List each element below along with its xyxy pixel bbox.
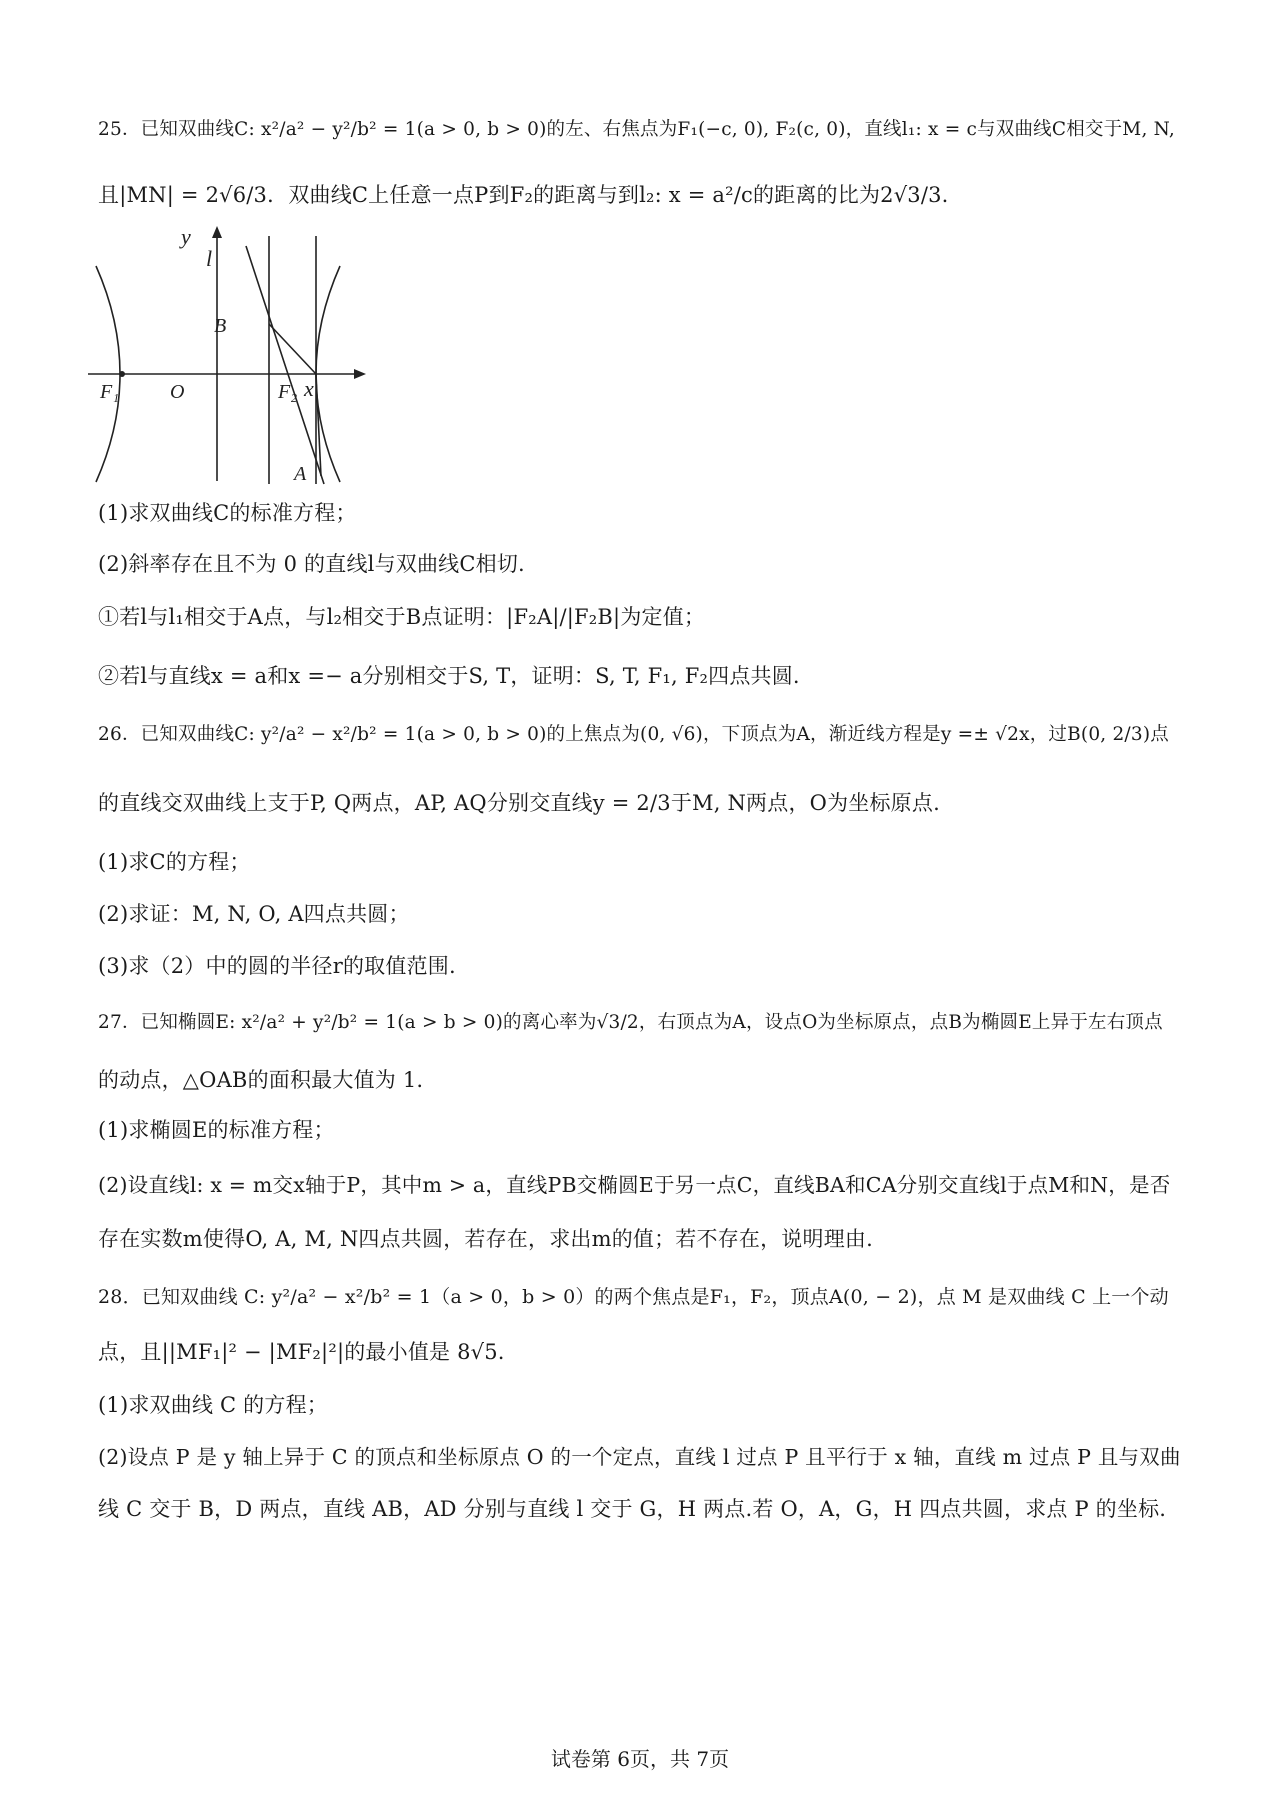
- p27-q2-line2: 存在实数m使得O, A, M, N四点共圆，若存在，求出m的值；若不存在，说明理由.: [98, 1227, 873, 1251]
- p28-q2-line1: (2)设点 P 是 y 轴上异于 C 的顶点和坐标原点 O 的一个定点，直线 l 过点 P 且平行于 x 轴，直线 m 过点 P 且与双曲: [98, 1445, 1181, 1469]
- p28-statement-line2: 点，且||MF₁|² − |MF₂|²|的最小值是 8√5.: [98, 1340, 505, 1364]
- segment-bf2: [269, 324, 316, 374]
- x-axis-arrow: [354, 369, 366, 379]
- p28-q2-line2: 线 C 交于 B，D 两点，直线 AB，AD 分别与直线 l 交于 G，H 两点.若 O，A，G，H 四点共圆，求点 P 的坐标.: [98, 1497, 1167, 1521]
- p28-q1: (1)求双曲线 C 的方程；: [98, 1393, 328, 1417]
- p25-q2a: ①若l与l₁相交于A点，与l₂相交于B点证明：|F₂A|/|F₂B|为定值；: [98, 605, 706, 629]
- p26-q2: (2)求证：M, N, O, A四点共圆；: [98, 902, 410, 926]
- label-o: O: [170, 381, 185, 403]
- p25-q2: (2)斜率存在且不为 0 的直线l与双曲线C相切.: [98, 552, 525, 576]
- label-x: x: [304, 376, 314, 401]
- label-a: A: [294, 463, 307, 485]
- p27-statement-line1: 27．已知椭圆E: x²/a² + y²/b² = 1(a > b > 0)的离心率为√3/2，右顶点为A，设点O为坐标原点，点B为椭圆E上异于左右顶点: [98, 1012, 1163, 1033]
- p25-q2b: ②若l与直线x = a和x =− a分别相交于S, T，证明：S, T, F₁, F₂四点共圆.: [98, 664, 800, 688]
- p26-statement-line2: 的直线交双曲线上支于P, Q两点，AP, AQ分别交直线y = 2/3于M, N两点，O为坐标原点.: [98, 791, 940, 815]
- page-footer: 试卷第 6页，共 7页: [550, 1747, 730, 1771]
- label-y: y: [181, 226, 191, 249]
- p26-statement-line1: 26．已知双曲线C: y²/a² − x²/b² = 1(a > 0, b > 0)的上焦点为(0, √6)，下顶点为A，渐近线方程是y =± √2x，过B(0, 2/3)点: [98, 724, 1169, 745]
- label-f2: F₂: [278, 381, 298, 403]
- p26-q1: (1)求C的方程；: [98, 850, 251, 874]
- tangent-line-l: [246, 246, 324, 484]
- label-l: l: [206, 246, 213, 271]
- label-b: B: [214, 315, 227, 337]
- hyperbola-figure: [88, 226, 368, 486]
- label-f1: F₁: [100, 381, 120, 403]
- p25-statement-line2: 且|MN| = 2√6/3．双曲线C上任意一点P到F₂的距离与到l₂: x = a²/c的距离的比为2√3/3.: [98, 183, 949, 207]
- p25-q1: (1)求双曲线C的标准方程；: [98, 501, 357, 525]
- y-axis-arrow: [212, 226, 222, 238]
- p27-q1: (1)求椭圆E的标准方程；: [98, 1118, 335, 1142]
- f1-point: [119, 371, 125, 377]
- p25-statement-line1: 25．已知双曲线C: x²/a² − y²/b² = 1(a > 0, b > 0)的左、右焦点为F₁(−c, 0), F₂(c, 0)，直线l₁: x = c与双曲线C相交于M, N,: [98, 119, 1175, 140]
- p27-statement-line2: 的动点，△OAB的面积最大值为 1.: [98, 1068, 424, 1092]
- p26-q3: (3)求（2）中的圆的半径r的取值范围.: [98, 954, 456, 978]
- p27-q2-line1: (2)设直线l: x = m交x轴于P，其中m > a，直线PB交椭圆E于另一点C，直线BA和CA分别交直线l于点M和N，是否: [98, 1173, 1171, 1197]
- p28-statement-line1: 28．已知双曲线 C: y²/a² − x²/b² = 1（a > 0，b > 0）的两个焦点是F₁，F₂，顶点A(0, − 2)，点 M 是双曲线 C 上一个动: [98, 1286, 1169, 1308]
